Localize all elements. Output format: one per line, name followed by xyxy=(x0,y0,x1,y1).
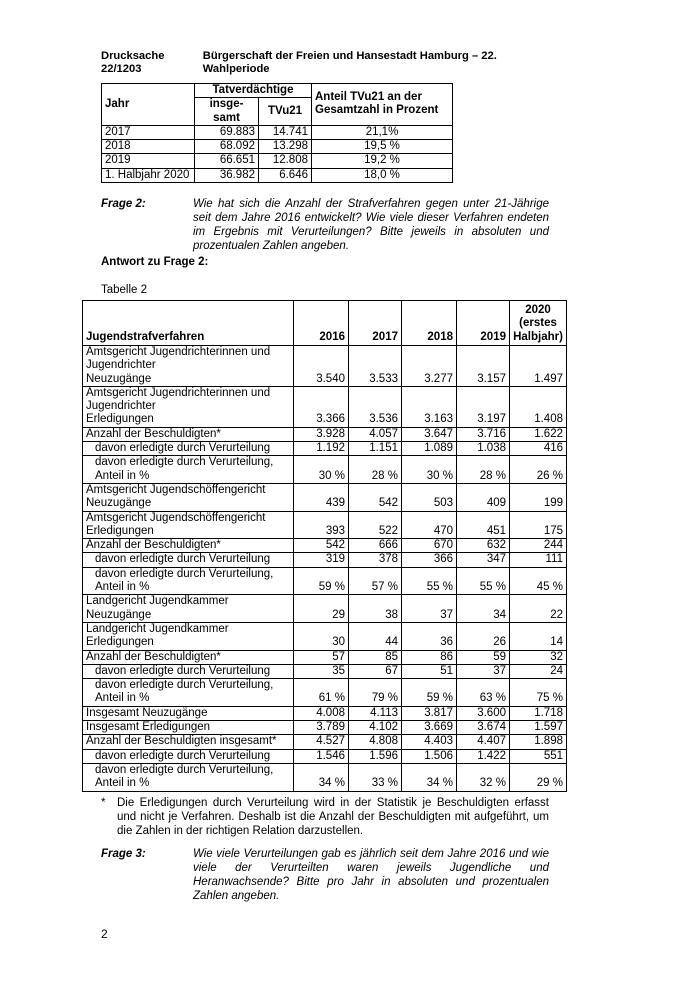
cell-value: 3.928 xyxy=(294,427,349,441)
cell-value: 1.038 xyxy=(457,442,510,456)
cell-value: 55 % xyxy=(402,567,457,595)
table-row xyxy=(83,664,567,678)
cell-value: 4.808 xyxy=(349,735,402,749)
cell-value: 3.669 xyxy=(402,721,457,735)
cell-value: 1.497 xyxy=(510,346,567,387)
footnote xyxy=(101,796,549,838)
cell-insgesamt: 36.982 xyxy=(195,168,259,182)
cell-insgesamt: 68.092 xyxy=(195,140,259,154)
cell-value: 3.366 xyxy=(294,386,349,427)
table-row xyxy=(83,706,567,720)
cell-value: 44 xyxy=(349,622,402,650)
cell-value: 63 % xyxy=(457,679,510,707)
cell-value: 32 % xyxy=(457,763,510,791)
cell-value: 4.057 xyxy=(349,427,402,441)
cell-value: 416 xyxy=(510,442,567,456)
cell-value: 470 xyxy=(402,511,457,539)
cell-value: 59 % xyxy=(402,679,457,707)
cell-value: 542 xyxy=(349,483,402,511)
cell-anteil: 19,5 % xyxy=(312,140,453,154)
cell-jahr: 1. Halbjahr 2020 xyxy=(102,168,195,182)
row-label: davon erledigte durch Verurteilung, Anteil in % xyxy=(83,763,294,791)
cell-value: 32 xyxy=(510,650,567,664)
row-label: Insgesamt Neuzugänge xyxy=(83,706,294,720)
cell-value: 1.151 xyxy=(349,442,402,456)
cell-value: 36 xyxy=(402,622,457,650)
page-header xyxy=(101,50,549,76)
table-suspects-body xyxy=(102,125,453,182)
row-label: davon erledigte durch Verurteilung xyxy=(83,442,294,456)
row-label: davon erledigte durch Verurteilung, Anteil in % xyxy=(83,456,294,484)
cell-value: 366 xyxy=(402,553,457,567)
cell-anteil: 19,2 % xyxy=(312,154,453,168)
cell-tvu21: 13.298 xyxy=(259,140,312,154)
header-2017: 2017 xyxy=(349,301,402,346)
cell-value: 38 xyxy=(349,595,402,623)
row-label: davon erledigte durch Verurteilung, Anteil in % xyxy=(83,679,294,707)
row-label: Anzahl der Beschuldigten* xyxy=(83,539,294,553)
cell-value: 86 xyxy=(402,650,457,664)
cell-value: 1.596 xyxy=(349,749,402,763)
header-jahr: Jahr xyxy=(102,84,195,126)
cell-value: 79 % xyxy=(349,679,402,707)
cell-value: 542 xyxy=(294,539,349,553)
page-number: 2 xyxy=(101,927,108,941)
cell-value: 28 % xyxy=(349,456,402,484)
row-label: Amtsgericht Jugendschöffengericht Erledigungen xyxy=(83,511,294,539)
cell-value: 244 xyxy=(510,539,567,553)
cell-value: 3.277 xyxy=(402,346,457,387)
cell-value: 409 xyxy=(457,483,510,511)
cell-value: 451 xyxy=(457,511,510,539)
cell-value: 393 xyxy=(294,511,349,539)
cell-anteil: 18,0 % xyxy=(312,168,453,182)
cell-value: 632 xyxy=(457,539,510,553)
cell-value: 28 % xyxy=(457,456,510,484)
header-2016: 2016 xyxy=(294,301,349,346)
cell-value: 3.197 xyxy=(457,386,510,427)
question-3-text: Wie viele Verurteilungen gab es jährlich seit dem Jahre 2016 und wie viele der Verurteilten waren jeweils Jugendliche und Heranwachsende? Bitte pro Jahr in absoluten und prozentualen Zahlen angeben. xyxy=(193,848,549,902)
cell-value: 30 % xyxy=(294,456,349,484)
cell-value: 67 xyxy=(349,664,402,678)
question-2 xyxy=(101,197,549,253)
cell-value: 503 xyxy=(402,483,457,511)
cell-value: 14 xyxy=(510,622,567,650)
cell-value: 3.600 xyxy=(457,706,510,720)
cell-value: 3.536 xyxy=(349,386,402,427)
row-label: Amtsgericht Jugendschöffengericht Neuzugänge xyxy=(83,483,294,511)
table-row xyxy=(83,483,567,511)
cell-value: 59 xyxy=(457,650,510,664)
cell-value: 61 % xyxy=(294,679,349,707)
cell-value: 1.597 xyxy=(510,721,567,735)
row-label: Amtsgericht Jugendrichterinnen und Jugendrichter Erledigungen xyxy=(83,386,294,427)
table-row xyxy=(83,427,567,441)
cell-insgesamt: 69.883 xyxy=(195,125,259,139)
header-jugendstrafverfahren: Jugendstrafverfahren xyxy=(83,301,294,346)
cell-value: 551 xyxy=(510,749,567,763)
question-2-label: Frage 2: xyxy=(101,198,146,210)
cell-value: 37 xyxy=(457,664,510,678)
cell-anteil: 21,1% xyxy=(312,125,453,139)
cell-value: 3.533 xyxy=(349,346,402,387)
cell-value: 1.622 xyxy=(510,427,567,441)
table-row xyxy=(83,650,567,664)
row-label: Insgesamt Erledigungen xyxy=(83,721,294,735)
table-row xyxy=(83,721,567,735)
table-row xyxy=(83,749,567,763)
cell-value: 1.408 xyxy=(510,386,567,427)
header-anteil: Anteil TVu21 an der Gesamtzahl in Prozent xyxy=(312,84,453,126)
table-row xyxy=(83,539,567,553)
cell-value: 670 xyxy=(402,539,457,553)
cell-value: 26 % xyxy=(510,456,567,484)
table-juvenile-body xyxy=(83,346,567,792)
cell-value: 4.008 xyxy=(294,706,349,720)
cell-value: 111 xyxy=(510,553,567,567)
cell-value: 4.102 xyxy=(349,721,402,735)
answer-2-heading: Antwort zu Frage 2: xyxy=(101,256,209,268)
cell-value: 59 % xyxy=(294,567,349,595)
cell-value: 57 % xyxy=(349,567,402,595)
table-row xyxy=(83,442,567,456)
cell-jahr: 2019 xyxy=(102,154,195,168)
cell-value: 3.163 xyxy=(402,386,457,427)
cell-value: 3.157 xyxy=(457,346,510,387)
row-label: Landgericht Jugendkammer Neuzugänge xyxy=(83,595,294,623)
cell-value: 3.647 xyxy=(402,427,457,441)
table-row xyxy=(83,346,567,387)
cell-value: 1.898 xyxy=(510,735,567,749)
cell-tvu21: 12.808 xyxy=(259,154,312,168)
table-juvenile-proceedings xyxy=(82,300,567,792)
cell-value: 378 xyxy=(349,553,402,567)
cell-jahr: 2018 xyxy=(102,140,195,154)
cell-value: 3.817 xyxy=(402,706,457,720)
cell-value: 1.506 xyxy=(402,749,457,763)
cell-value: 26 xyxy=(457,622,510,650)
cell-insgesamt: 66.651 xyxy=(195,154,259,168)
cell-value: 1.089 xyxy=(402,442,457,456)
cell-value: 57 xyxy=(294,650,349,664)
cell-value: 347 xyxy=(457,553,510,567)
question-2-text: Wie hat sich die Anzahl der Strafverfahren gegen unter 21-Jährige seit dem Jahre 2016 entwickelt? Wie viele dieser Verfahren endeten im Ergebnis mit Verurteilungen? Bitte jeweils in absoluten und prozentualen Zahlen angeben. xyxy=(193,198,549,252)
question-3 xyxy=(101,847,549,903)
cell-value: 34 % xyxy=(402,763,457,791)
cell-value: 55 % xyxy=(457,567,510,595)
table-row xyxy=(83,511,567,539)
table-row xyxy=(83,622,567,650)
row-label: davon erledigte durch Verurteilung xyxy=(83,553,294,567)
cell-value: 666 xyxy=(349,539,402,553)
cell-value: 522 xyxy=(349,511,402,539)
cell-value: 33 % xyxy=(349,763,402,791)
table-row xyxy=(83,386,567,427)
cell-value: 37 xyxy=(402,595,457,623)
cell-value: 3.789 xyxy=(294,721,349,735)
cell-value: 1.546 xyxy=(294,749,349,763)
cell-value: 24 xyxy=(510,664,567,678)
parliament-title: Bürgerschaft der Freien und Hansestadt Hamburg – 22. Wahlperiode xyxy=(202,50,497,75)
cell-value: 3.674 xyxy=(457,721,510,735)
row-label: davon erledigte durch Verurteilung xyxy=(83,664,294,678)
document-number: Drucksache 22/1203 xyxy=(101,50,165,75)
cell-value: 22 xyxy=(510,595,567,623)
cell-value: 3.716 xyxy=(457,427,510,441)
header-insgesamt: insge- samt xyxy=(195,98,259,126)
cell-tvu21: 6.646 xyxy=(259,168,312,182)
cell-tvu21: 14.741 xyxy=(259,125,312,139)
cell-value: 4.113 xyxy=(349,706,402,720)
header-2018: 2018 xyxy=(402,301,457,346)
row-label: Anzahl der Beschuldigten* xyxy=(83,650,294,664)
table-row xyxy=(83,567,567,595)
footnote-marker: * xyxy=(101,797,106,809)
table-row xyxy=(83,456,567,484)
cell-value: 4.527 xyxy=(294,735,349,749)
table-row xyxy=(83,595,567,623)
row-label: Anzahl der Beschuldigten* xyxy=(83,427,294,441)
header-tatverdaechtige: Tatverdächtige xyxy=(195,84,312,98)
row-label: Anzahl der Beschuldigten insgesamt* xyxy=(83,735,294,749)
row-label: davon erledigte durch Verurteilung, Anteil in % xyxy=(83,567,294,595)
cell-value: 30 xyxy=(294,622,349,650)
table-row xyxy=(102,154,453,168)
cell-value: 34 % xyxy=(294,763,349,791)
row-label: Landgericht Jugendkammer Erledigungen xyxy=(83,622,294,650)
cell-value: 3.540 xyxy=(294,346,349,387)
row-label: Amtsgericht Jugendrichterinnen und Jugendrichter Neuzugänge xyxy=(83,346,294,387)
cell-value: 85 xyxy=(349,650,402,664)
cell-value: 1.718 xyxy=(510,706,567,720)
cell-value: 34 xyxy=(457,595,510,623)
header-tvu21: TVu21 xyxy=(259,98,312,126)
cell-jahr: 2017 xyxy=(102,125,195,139)
table-row xyxy=(83,679,567,707)
table-row xyxy=(102,125,453,139)
cell-value: 319 xyxy=(294,553,349,567)
cell-value: 4.403 xyxy=(402,735,457,749)
question-3-label: Frage 3: xyxy=(101,848,146,860)
cell-value: 30 % xyxy=(402,456,457,484)
table-row xyxy=(83,553,567,567)
cell-value: 75 % xyxy=(510,679,567,707)
cell-value: 1.192 xyxy=(294,442,349,456)
header-2019: 2019 xyxy=(457,301,510,346)
row-label: davon erledigte durch Verurteilung xyxy=(83,749,294,763)
header-2020: 2020 (erstes Halbjahr) xyxy=(510,301,567,346)
cell-value: 4.407 xyxy=(457,735,510,749)
table-row xyxy=(102,168,453,182)
cell-value: 35 xyxy=(294,664,349,678)
cell-value: 29 xyxy=(294,595,349,623)
cell-value: 51 xyxy=(402,664,457,678)
table-suspects xyxy=(101,83,453,183)
cell-value: 439 xyxy=(294,483,349,511)
table-row xyxy=(83,763,567,791)
cell-value: 29 % xyxy=(510,763,567,791)
table-row xyxy=(83,735,567,749)
cell-value: 1.422 xyxy=(457,749,510,763)
cell-value: 175 xyxy=(510,511,567,539)
cell-value: 45 % xyxy=(510,567,567,595)
table-2-caption: Tabelle 2 xyxy=(101,284,148,296)
table-row xyxy=(102,140,453,154)
footnote-text: Die Erledigungen durch Verurteilung wird in der Statistik je Beschuldigten erfasst und nicht je Verfahren. Deshalb ist die Anzahl der Beschuldigten mit aufgeführt, um die Zahlen in der richtigen Relation darzustellen. xyxy=(117,797,549,837)
cell-value: 199 xyxy=(510,483,567,511)
